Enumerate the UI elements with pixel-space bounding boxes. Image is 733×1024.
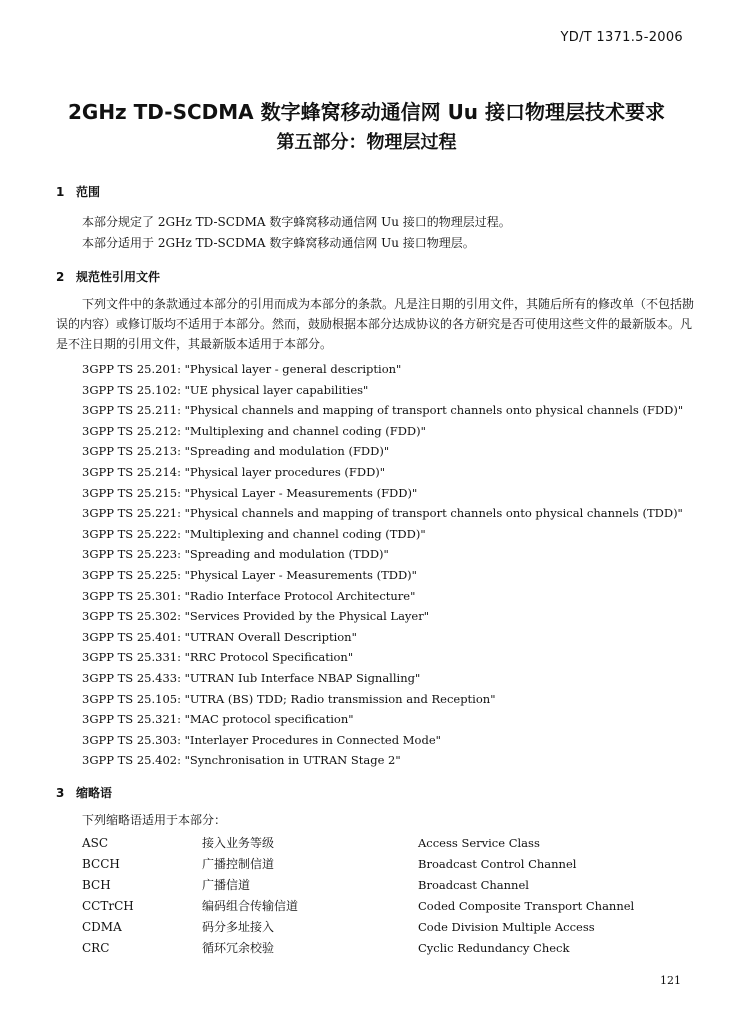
document-title: 2GHz TD-SCDMA 数字蜂窝移动通信网 Uu 接口物理层技术要求 <box>67 100 666 124</box>
abbreviation-term: BCCH <box>82 856 120 871</box>
references-intro-paragraph: 下列文件中的条款通过本部分的引用而成为本部分的条款。凡是注日期的引用文件，其随后所有的修改单（不包括勘误的内容）或修订版均不适用于本部分。然而，鼓励根据本部分达成协议的各方研究是否可使用这些文件的最新版本。凡是不注日期的引用文件，其最新版本适用于本部分。 <box>56 297 695 351</box>
abbreviations-intro: 下列缩略语适用于本部分： <box>82 813 227 827</box>
reference-item: 3GPP TS 25.215: "Physical Layer - Measurements (FDD)" <box>82 485 418 500</box>
abbreviation-row <box>82 853 718 874</box>
section-heading-normative-references <box>56 268 160 285</box>
reference-item: 3GPP TS 25.301: "Radio Interface Protocol Architecture" <box>82 588 416 603</box>
reference-item: 3GPP TS 25.201: "Physical layer - general description" <box>82 362 402 376</box>
reference-list <box>82 359 702 771</box>
scope-paragraph-1: 本部分规定了 2GHz TD-SCDMA 数字蜂窝移动通信网 Uu 接口的物理层过程。 <box>82 215 511 229</box>
reference-item: 3GPP TS 25.221: "Physical channels and mapping of transport channels onto physical channels (TDD)" <box>82 506 683 521</box>
abbreviation-english: Broadcast Channel <box>418 877 529 892</box>
reference-item: 3GPP TS 25.212: "Multiplexing and channel coding (FDD)" <box>82 423 426 438</box>
section-number: 1 <box>56 185 65 199</box>
scope-paragraph-2: 本部分适用于 2GHz TD-SCDMA 数字蜂窝移动通信网 Uu 接口物理层。 <box>82 236 475 250</box>
reference-item: 3GPP TS 25.225: "Physical Layer - Measurements (TDD)" <box>82 567 417 582</box>
abbreviation-chinese: 循环冗余校验 <box>202 941 275 955</box>
page-number: 121 <box>660 974 681 987</box>
abbreviation-term: CDMA <box>82 919 122 934</box>
reference-item: 3GPP TS 25.331: "RRC Protocol Specification" <box>82 650 354 665</box>
reference-item: 3GPP TS 25.102: "UE physical layer capabilities" <box>82 382 369 397</box>
reference-item: 3GPP TS 25.105: "UTRA (BS) TDD; Radio transmission and Reception" <box>82 691 496 706</box>
abbreviation-row <box>82 895 718 916</box>
abbreviation-row <box>82 937 718 958</box>
document-subtitle: 第五部分：物理层过程 <box>276 132 457 153</box>
reference-item: 3GPP TS 25.214: "Physical layer procedures (FDD)" <box>82 464 386 479</box>
reference-item: 3GPP TS 25.213: "Spreading and modulation (FDD)" <box>82 444 390 459</box>
abbreviation-english: Coded Composite Transport Channel <box>418 898 635 913</box>
reference-item: 3GPP TS 25.433: "UTRAN Iub Interface NBAP Signalling" <box>82 670 421 685</box>
section-heading-abbreviations <box>56 784 112 801</box>
reference-item: 3GPP TS 25.402: "Synchronisation in UTRAN Stage 2" <box>82 753 401 768</box>
section-title: 缩略语 <box>76 786 113 800</box>
abbreviation-chinese: 接入业务等级 <box>202 836 275 850</box>
abbreviation-chinese: 广播信道 <box>202 878 251 892</box>
reference-item: 3GPP TS 25.302: "Services Provided by the Physical Layer" <box>82 609 430 624</box>
abbreviation-row <box>82 832 718 853</box>
section-number: 2 <box>56 270 65 284</box>
section-number: 3 <box>56 786 65 800</box>
abbreviation-row <box>82 874 718 895</box>
section-heading-scope <box>56 183 100 200</box>
reference-item: 3GPP TS 25.223: "Spreading and modulation (TDD)" <box>82 547 389 562</box>
abbreviation-english: Code Division Multiple Access <box>418 919 595 934</box>
abbreviation-term: BCH <box>82 877 111 892</box>
reference-item: 3GPP TS 25.321: "MAC protocol specification" <box>82 712 354 727</box>
reference-item: 3GPP TS 25.401: "UTRAN Overall Description" <box>82 629 357 644</box>
section-title: 范围 <box>76 185 101 199</box>
section-title: 规范性引用文件 <box>76 270 161 284</box>
abbreviation-row <box>82 916 718 937</box>
abbreviation-term: CCTrCH <box>82 898 134 913</box>
abbreviation-chinese: 编码组合传输信道 <box>202 899 299 913</box>
reference-item: 3GPP TS 25.222: "Multiplexing and channel coding (TDD)" <box>82 526 426 541</box>
reference-item: 3GPP TS 25.303: "Interlayer Procedures in Connected Mode" <box>82 732 441 747</box>
abbreviations-table <box>82 832 718 958</box>
abbreviation-chinese: 码分多址接入 <box>202 920 275 934</box>
abbreviation-term: CRC <box>82 940 110 955</box>
abbreviation-english: Access Service Class <box>418 835 540 850</box>
standard-number: YD/T 1371.5-2006 <box>560 30 683 45</box>
abbreviation-english: Cyclic Redundancy Check <box>418 940 570 955</box>
abbreviation-chinese: 广播控制信道 <box>202 857 275 871</box>
abbreviation-term: ASC <box>82 835 109 850</box>
abbreviation-english: Broadcast Control Channel <box>418 856 577 871</box>
reference-item: 3GPP TS 25.211: "Physical channels and mapping of transport channels onto physical channels (FDD)" <box>82 403 684 418</box>
